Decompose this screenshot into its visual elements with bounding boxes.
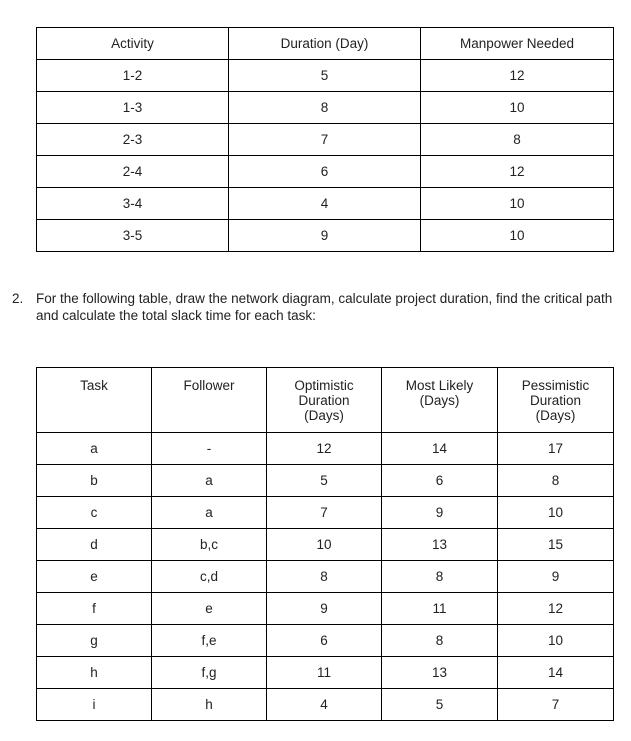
manpower-cell: 8 <box>421 124 614 156</box>
manpower-cell: 10 <box>421 92 614 124</box>
table-row <box>37 188 614 220</box>
duration-cell: 4 <box>229 188 421 220</box>
manpower-cell: 12 <box>421 156 614 188</box>
table-row <box>37 156 614 188</box>
table-row <box>37 220 614 252</box>
table-row <box>37 92 614 124</box>
table-row <box>37 561 614 593</box>
table-header-row <box>37 28 614 60</box>
header-duration: Duration (Day) <box>229 28 421 60</box>
follower-cell: c,d <box>152 561 267 593</box>
table-row <box>37 529 614 561</box>
activity-cell: 3-5 <box>37 220 229 252</box>
header-follower: Follower <box>152 368 267 433</box>
task-cell: i <box>37 689 152 721</box>
most-likely-cell: 14 <box>382 433 498 465</box>
table-row <box>37 497 614 529</box>
most-likely-cell: 11 <box>382 593 498 625</box>
most-likely-cell: 9 <box>382 497 498 529</box>
table-header-row <box>37 368 614 433</box>
pessimistic-cell: 7 <box>498 689 614 721</box>
header-most-likely: Most Likely (Days) <box>382 368 498 433</box>
duration-cell: 9 <box>229 220 421 252</box>
optimistic-cell: 6 <box>267 625 382 657</box>
optimistic-cell: 5 <box>267 465 382 497</box>
optimistic-cell: 10 <box>267 529 382 561</box>
optimistic-cell: 8 <box>267 561 382 593</box>
task-cell: g <box>37 625 152 657</box>
table-row <box>37 60 614 92</box>
optimistic-cell: 7 <box>267 497 382 529</box>
duration-cell: 5 <box>229 60 421 92</box>
task-cell: a <box>37 433 152 465</box>
task-table <box>36 367 614 721</box>
most-likely-cell: 8 <box>382 561 498 593</box>
task-cell: e <box>37 561 152 593</box>
follower-cell: - <box>152 433 267 465</box>
pessimistic-cell: 14 <box>498 657 614 689</box>
manpower-cell: 12 <box>421 60 614 92</box>
follower-cell: a <box>152 465 267 497</box>
follower-cell: h <box>152 689 267 721</box>
pessimistic-cell: 17 <box>498 433 614 465</box>
task-cell: c <box>37 497 152 529</box>
table-row <box>37 433 614 465</box>
activity-cell: 3-4 <box>37 188 229 220</box>
header-optimistic: Optimistic Duration (Days) <box>267 368 382 433</box>
question-number: 2. <box>12 291 24 306</box>
task-cell: b <box>37 465 152 497</box>
activity-cell: 1-2 <box>37 60 229 92</box>
manpower-cell: 10 <box>421 188 614 220</box>
manpower-cell: 10 <box>421 220 614 252</box>
pessimistic-cell: 12 <box>498 593 614 625</box>
follower-cell: b,c <box>152 529 267 561</box>
table-row <box>37 625 614 657</box>
most-likely-cell: 13 <box>382 529 498 561</box>
activity-cell: 2-3 <box>37 124 229 156</box>
table-row <box>37 657 614 689</box>
header-manpower: Manpower Needed <box>421 28 614 60</box>
header-task: Task <box>37 368 152 433</box>
task-cell: f <box>37 593 152 625</box>
table-row <box>37 689 614 721</box>
follower-cell: f,g <box>152 657 267 689</box>
most-likely-cell: 13 <box>382 657 498 689</box>
pessimistic-cell: 10 <box>498 497 614 529</box>
activity-cell: 1-3 <box>37 92 229 124</box>
most-likely-cell: 6 <box>382 465 498 497</box>
pessimistic-cell: 10 <box>498 625 614 657</box>
optimistic-cell: 12 <box>267 433 382 465</box>
follower-cell: a <box>152 497 267 529</box>
question-text: For the following table, draw the network diagram, calculate project duration, find the critical path and calculate the total slack time for each task: <box>36 291 613 323</box>
duration-cell: 6 <box>229 156 421 188</box>
optimistic-cell: 11 <box>267 657 382 689</box>
duration-cell: 8 <box>229 92 421 124</box>
optimistic-cell: 4 <box>267 689 382 721</box>
pessimistic-cell: 9 <box>498 561 614 593</box>
header-activity: Activity <box>37 28 229 60</box>
duration-cell: 7 <box>229 124 421 156</box>
follower-cell: f,e <box>152 625 267 657</box>
table-row <box>37 465 614 497</box>
most-likely-cell: 5 <box>382 689 498 721</box>
pessimistic-cell: 15 <box>498 529 614 561</box>
activity-table <box>36 27 614 252</box>
pessimistic-cell: 8 <box>498 465 614 497</box>
activity-cell: 2-4 <box>37 156 229 188</box>
task-cell: h <box>37 657 152 689</box>
table-row <box>37 124 614 156</box>
follower-cell: e <box>152 593 267 625</box>
header-pessimistic: Pessimistic Duration (Days) <box>498 368 614 433</box>
question-2 <box>12 290 617 324</box>
optimistic-cell: 9 <box>267 593 382 625</box>
most-likely-cell: 8 <box>382 625 498 657</box>
table-row <box>37 593 614 625</box>
task-cell: d <box>37 529 152 561</box>
